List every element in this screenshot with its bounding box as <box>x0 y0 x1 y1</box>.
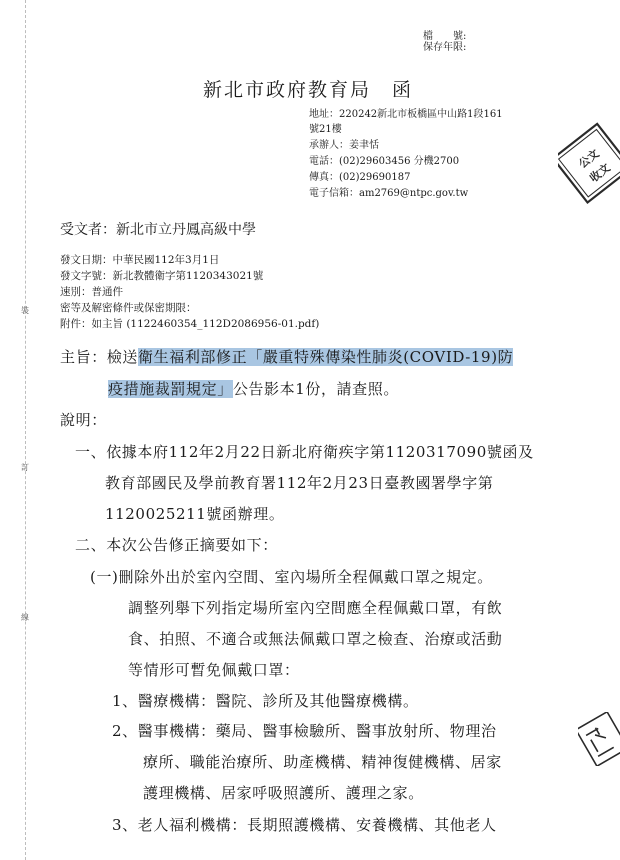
archive-file-no: 檔 號: <box>423 31 467 42</box>
document-number: 發文字號：新北教體衛字第1120343021號 <box>60 270 264 282</box>
sender-handler: 承辦人：姜聿恬 <box>309 140 379 151</box>
point2-line3: 護理機構、居家呼吸照護所、護理之家。 <box>143 784 424 802</box>
issue-date: 發文日期：中華民國112年3月1日 <box>60 254 220 266</box>
subject-prefix: 檢送 <box>106 348 139 366</box>
sub1-line3: 食、拍照、不適合或無法佩戴口罩之檢查、治療或活動 <box>128 630 503 648</box>
secrecy-level: 密等及解密條件或保密期限： <box>60 302 197 314</box>
svg-text:公文: 公文 <box>576 146 602 171</box>
item1-line3: 1120025211號函辦理。 <box>105 505 285 523</box>
subject-highlight-2[interactable]: 疫措施裁罰規定」 <box>108 380 233 398</box>
archive-retention: 保存年限: <box>423 42 467 53</box>
item1-line2: 教育部國民及學前教育署112年2月23日臺教國署學字第 <box>105 474 494 492</box>
sender-address-line2: 號21樓 <box>309 124 342 135</box>
binding-mark-xian: 線 <box>21 613 29 622</box>
sender-address-line1: 地址：220242新北市板橋區中山路1段161 <box>309 109 503 120</box>
sub1-line1: (一)刪除外出於室內空間、室內場所全程佩戴口罩之規定。 <box>90 568 493 586</box>
document-title: 新北市政府教育局 函 <box>203 79 414 101</box>
binding-mark-ding: 訂 <box>21 463 29 472</box>
point3: 3、老人福利機構：長期照護機構、安養機構、其他老人 <box>112 816 497 834</box>
subject-line1 <box>60 346 513 367</box>
receipt-stamp-icon <box>558 122 620 210</box>
point2-line2: 療所、職能治療所、助產機構、精神復健機構、居家 <box>143 753 502 771</box>
attachment-line[interactable]: 附件：如主旨 (1122460354_112D2086956-01.pdf) <box>60 318 320 330</box>
subject-highlight-1[interactable]: 衛生福利部修正「嚴重特殊傳染性肺炎(COVID-19)防 <box>138 348 514 366</box>
point1: 1、醫療機構：醫院、診所及其他醫療機構。 <box>112 692 419 710</box>
sender-email: 電子信箱：am2769@ntpc.gov.tw <box>309 188 469 199</box>
item1-line1: 一、依據本府112年2月22日新北府衛疾字第1120317090號函及 <box>75 443 534 461</box>
svg-text:收文: 收文 <box>587 161 613 185</box>
subject-label: 主旨： <box>60 348 107 366</box>
delivery-speed: 速別：普通件 <box>60 286 123 298</box>
sender-fax: 傳真：(02)29690187 <box>309 172 411 183</box>
item2-heading: 二、本次公告修正摘要如下： <box>75 536 278 554</box>
subject-line2 <box>108 378 399 399</box>
sub1-line4: 等情形可暫免佩戴口罩： <box>128 661 300 679</box>
point2-line1: 2、醫事機構：藥局、醫事檢驗所、醫事放射所、物理治 <box>112 722 497 740</box>
recipient-line: 受文者：新北市立丹鳳高級中學 <box>60 222 256 238</box>
seal-fragment-icon <box>578 712 620 766</box>
subject-suffix: 公告影本1份，請查照。 <box>232 380 399 398</box>
sub1-line2: 調整列舉下列指定場所室內空間應全程佩戴口罩，有飲 <box>128 599 503 617</box>
sender-phone: 電話：(02)29603456 分機2700 <box>309 156 460 167</box>
binding-line <box>25 0 26 860</box>
binding-mark-zhuang: 裝 <box>21 306 29 315</box>
explanation-label: 說明： <box>60 411 107 429</box>
